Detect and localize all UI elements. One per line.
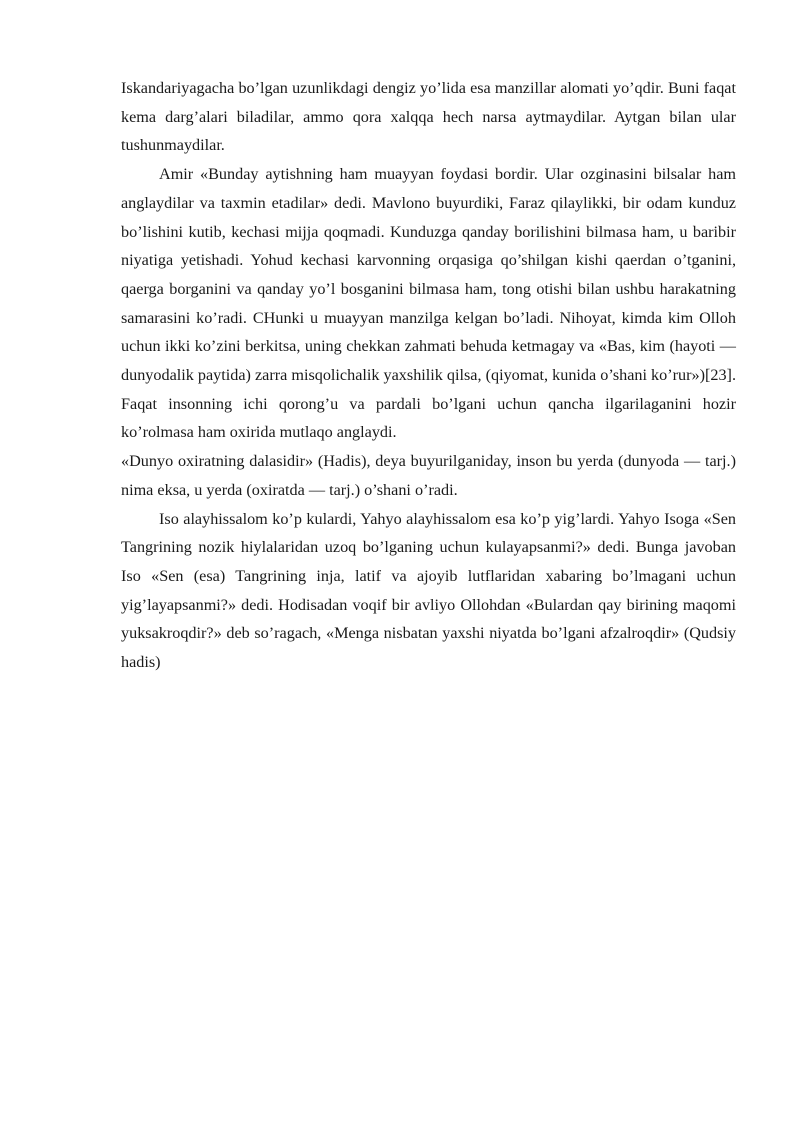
paragraph: Iso alayhissalom ko’p kulardi, Yahyo alayhissalom esa ko’p yig’lardi. Yahyo Isoga «Sen Tangrining nozik hiylalaridan uzoq bo’lganing uchun kulayapsanmi?» dedi. Bunga javoban Iso «Sen (esa) Tangrining inja, latif va ajoyib lutflaridan xabaring bo’lmagani uchun yig’layapsanmi?» dedi. Hodisadan voqif bir avliyo Ollohdan «Bulardan qay birining maqomi yuksakroqdir?» deb so’ragach, «Menga nisbatan yaxshi niyatda bo’lgani afzalroqdir» (Qudsiy hadis) [121, 509, 736, 672]
paragraph: Iskandariyagacha bo’lgan uzunlikdagi dengiz yo’lida esa manzillar alomati yo’qdir. Buni faqat kema darg’alari biladilar, ammo qora xalqqa hech narsa aytmaydilar. Aytgan bilan ular tushunmaydilar. [121, 79, 736, 155]
body-text [121, 74, 736, 677]
paragraph: Amir «Bunday aytishning ham muayyan foydasi bordir. Ular ozginasini bilsalar ham anglaydilar va taxmin etadilar» dedi. Mavlono buyurdiki, Faraz qilaylikki, bir odam kunduz bo’lishini kutib, kechasi mijja qoqmadi. Kunduzga qanday borilishini bilmasa ham, u baribir niyatiga yetishadi. Yohud kechasi karvonning orqasiga qo’shilgan kishi qaerdan o’tganini, qaerga borganini va qanday yo’l bosganini bilmasa ham, tong otishi bilan ushbu harakatning samarasini ko’radi. CHunki u muayyan manzilga kelgan bo’ladi. Nihoyat, kimda kim Olloh uchun ikki ko’zini berkitsa, uning chekkan zahmati behuda ketmagay va «Bas, kim (hayoti — dunyodalik paytida) zarra misqolichalik yaxshilik qilsa, (qiyomat, kunida o’shani ko’rur»)[23]. Faqat insonning ichi qorong’u va pardali bo’lgani uchun qancha ilgarilaganini hozir ko’rolmasa ham oxirida mutlaqo anglaydi. [121, 165, 736, 442]
paragraph: «Dunyo oxiratning dalasidir» (Hadis), deya buyurilganiday, inson bu yerda (dunyoda — tarj.) nima eksa, u yerda (oxiratda — tarj.) o’shani o’radi. [121, 452, 736, 499]
